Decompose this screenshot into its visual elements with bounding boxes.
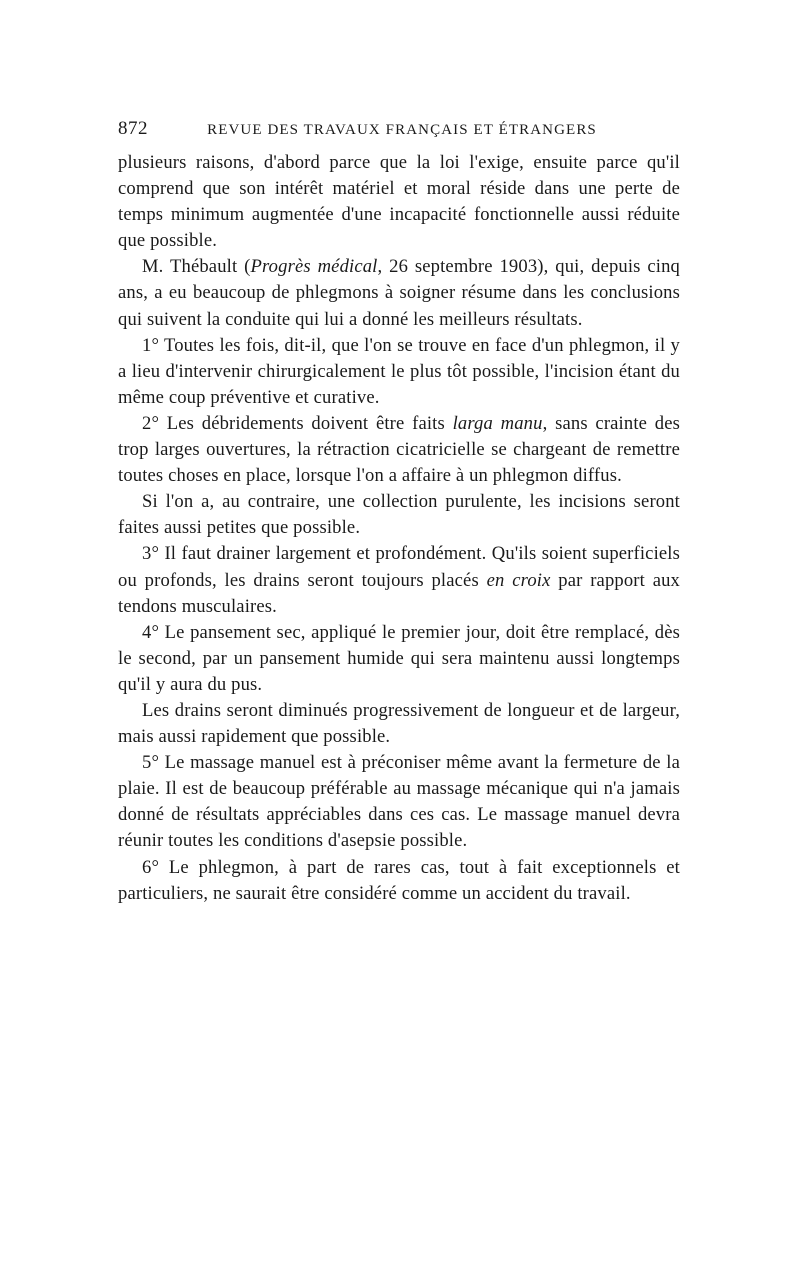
paragraph-point-5: 5° Le massage manuel est à préconiser même avant la fermeture de la plaie. Il est de beaucoup préférable au massage mécanique qui n'a jamais donné de résultats appréciables dans ces cas. Le massage manuel devra réunir toutes les conditions d'asepsie possible.	[118, 752, 680, 852]
text-span: 3° Il faut drainer largement et profondément. Qu'ils soient superficiels ou profonds, les drains seront toujours placés	[118, 543, 680, 591]
journal-title: REVUE DES TRAVAUX FRANÇAIS ET ÉTRANGERS	[207, 122, 597, 138]
italic-phrase: en croix	[486, 569, 551, 591]
paragraph-thebault	[118, 254, 680, 332]
text-span: , 26 septembre 1903), qui, depuis cinq ans, a eu beaucoup de phlegmons à soigner résume dans les conclusions qui suivent la conduite qui lui a donné les meilleurs résultats.	[118, 256, 680, 330]
paragraph-drains: Les drains seront diminués progressivement de longueur et de largeur, mais aussi rapidement que possible.	[118, 699, 680, 748]
paragraph-collection: Si l'on a, au contraire, une collection purulente, les incisions seront faites aussi petites que possible.	[118, 491, 680, 539]
paragraph-point-2	[118, 411, 680, 489]
text-span: , sans crainte des trop larges ouvertures, la rétraction cicatricielle se chargeant de remettre toutes choses en place, lorsque l'on a affaire à un phlegmon diffus.	[118, 412, 680, 487]
page-number: 872	[118, 118, 148, 139]
body-text	[118, 150, 680, 907]
text-span: 2° Les débridements doivent être faits	[142, 412, 453, 434]
paragraph-point-4: 4° Le pansement sec, appliqué le premier jour, doit être remplacé, dès le second, par un pansement humide qui sera maintenu aussi longtemps qu'il y aura du pus.	[118, 621, 680, 695]
text-span: M. Thébault (	[142, 256, 251, 278]
paragraph-point-3	[118, 541, 680, 619]
paragraph-point-1: 1° Toutes les fois, dit-il, que l'on se trouve en face d'un phlegmon, il y a lieu d'intervenir chirurgicalement le plus tôt possible, l'incision étant du même coup préventive et curative.	[118, 334, 680, 408]
latin-phrase: larga manu	[452, 412, 543, 434]
paragraph-continuation: plusieurs raisons, d'abord parce que la loi l'exige, ensuite parce qu'il comprend que son intérêt matériel et moral réside dans une perte de temps minimum augmentée d'une incapacité fonctionnelle aussi réduite que possible.	[118, 152, 680, 252]
running-head	[118, 118, 688, 140]
paragraph-point-6: 6° Le phlegmon, à part de rares cas, tout à fait exceptionnels et particuliers, ne saurait être considéré comme un accident du travail.	[118, 856, 680, 904]
journal-citation: Progrès médical	[250, 256, 378, 278]
text-span: par rapport aux tendons musculaires.	[118, 569, 680, 617]
